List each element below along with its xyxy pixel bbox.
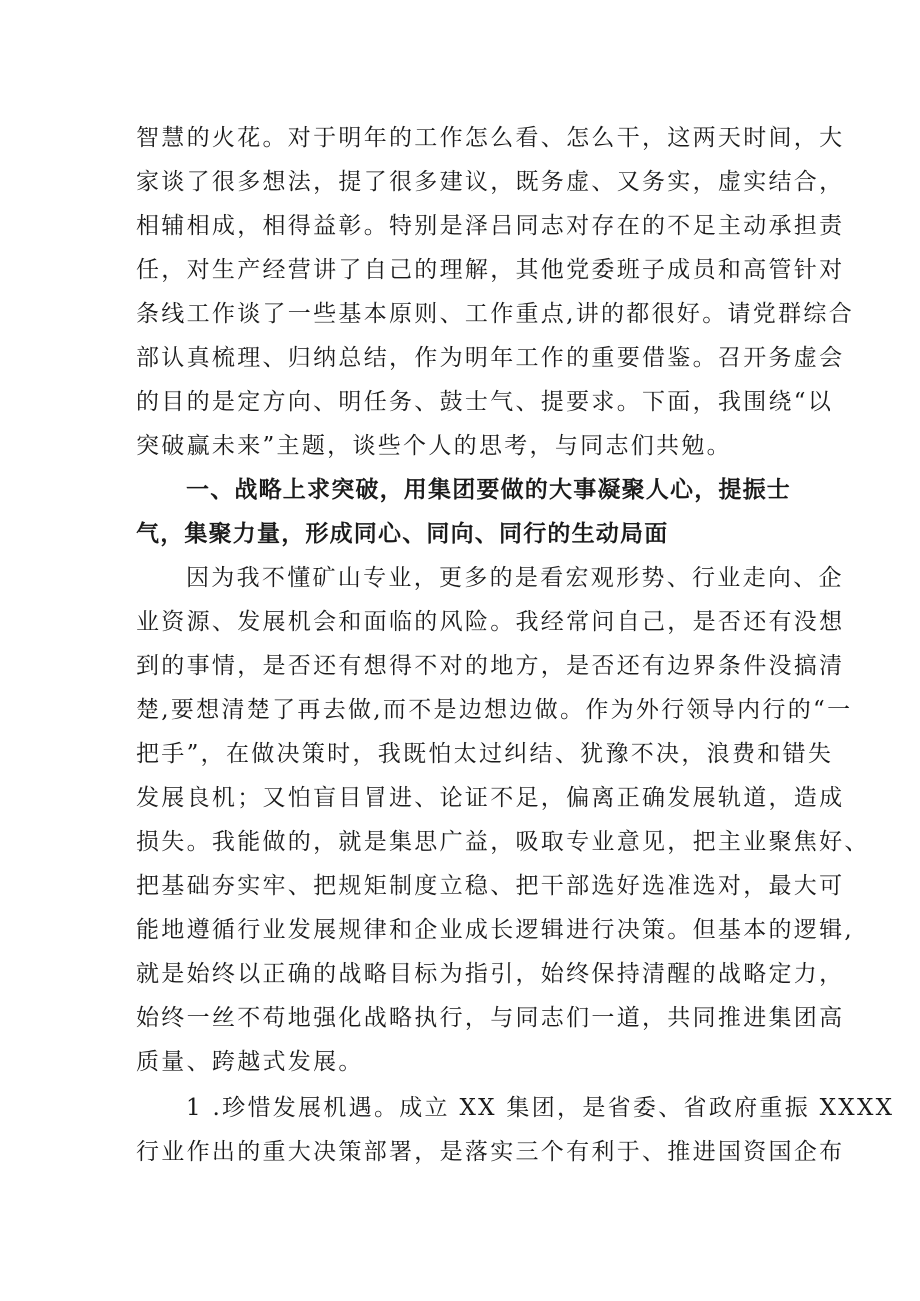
paragraph-2-line-1: 因为我不懂矿山专业，更多的是看宏观形势、行业走向、企 xyxy=(186,565,844,591)
paragraph-1-line-8: 突破赢未来”主题，谈些个人的思考，与同志们共勉。 xyxy=(136,433,732,459)
paragraph-1-line-4: 任，对生产经营讲了自己的理解，其他党委班子成员和高管针对 xyxy=(136,257,845,283)
paragraph-2-line-4: 楚,要想清楚了再去做,而不是边想边做。作为外行领导内行的“一 xyxy=(136,697,853,723)
paragraph-2-line-3: 到的事情，是否还有想得不对的地方，是否还有边界条件没搞清 xyxy=(136,653,845,679)
paragraph-1-line-3: 相辅相成，相得益彰。特别是泽吕同志对存在的不足主动承担责 xyxy=(136,213,845,239)
paragraph-2-line-10: 就是始终以正确的战略目标为指引，始终保持清醒的战略定力， xyxy=(136,961,845,987)
paragraph-2-line-5: 把手”，在做决策时，我既怕太过纠结、犹豫不决，浪费和错失 xyxy=(136,741,834,767)
paragraph-2-line-9: 能地遵循行业发展规律和企业成长逻辑进行决策。但基本的逻辑, xyxy=(136,917,855,943)
paragraph-2-line-6: 发展良机；又怕盲目冒进、论证不足，偏离正确发展轨道，造成 xyxy=(136,785,845,811)
paragraph-1-line-2: 家谈了很多想法，提了很多建议，既务虚、又务实，虚实结合， xyxy=(136,169,845,195)
paragraph-1-line-1: 智慧的火花。对于明年的工作怎么看、怎么干，这两天时间，大 xyxy=(136,125,845,151)
paragraph-2-line-12: 质量、跨越式发展。 xyxy=(136,1049,364,1075)
paragraph-3-line-1: 1 .珍惜发展机遇。成立 XX 集团，是省委、省政府重振 XXXX xyxy=(186,1095,895,1121)
paragraph-2-line-7: 损失。我能做的，就是集思广益，吸取专业意见，把主业聚焦好、 xyxy=(136,829,870,855)
paragraph-1-line-5: 条线工作谈了一些基本原则、工作重点,讲的都很好。请党群综合 xyxy=(136,301,855,327)
paragraph-1-line-7: 的目的是定方向、明任务、鼓士气、提要求。下面，我围绕“以 xyxy=(136,389,834,415)
section-heading-line-1: 一、战略上求突破，用集团要做的大事凝聚人心，提振士 xyxy=(186,477,791,503)
paragraph-3-line-2: 行业作出的重大决策部署，是落实三个有利于、推进国资国企布 xyxy=(136,1139,845,1165)
paragraph-2-line-2: 业资源、发展机会和面临的风险。我经常问自己，是否还有没想 xyxy=(136,609,845,635)
paragraph-1-line-6: 部认真梳理、归纳总结，作为明年工作的重要借鉴。召开务虚会 xyxy=(136,345,845,371)
paragraph-2-line-11: 始终一丝不苟地强化战略执行，与同志们一道，共同推进集团高 xyxy=(136,1005,845,1031)
section-heading-line-2: 气，集聚力量，形成同心、同向、同行的生动局面 xyxy=(136,521,669,547)
paragraph-2-line-8: 把基础夯实牢、把规矩制度立稳、把干部选好选准选对，最大可 xyxy=(136,873,845,899)
